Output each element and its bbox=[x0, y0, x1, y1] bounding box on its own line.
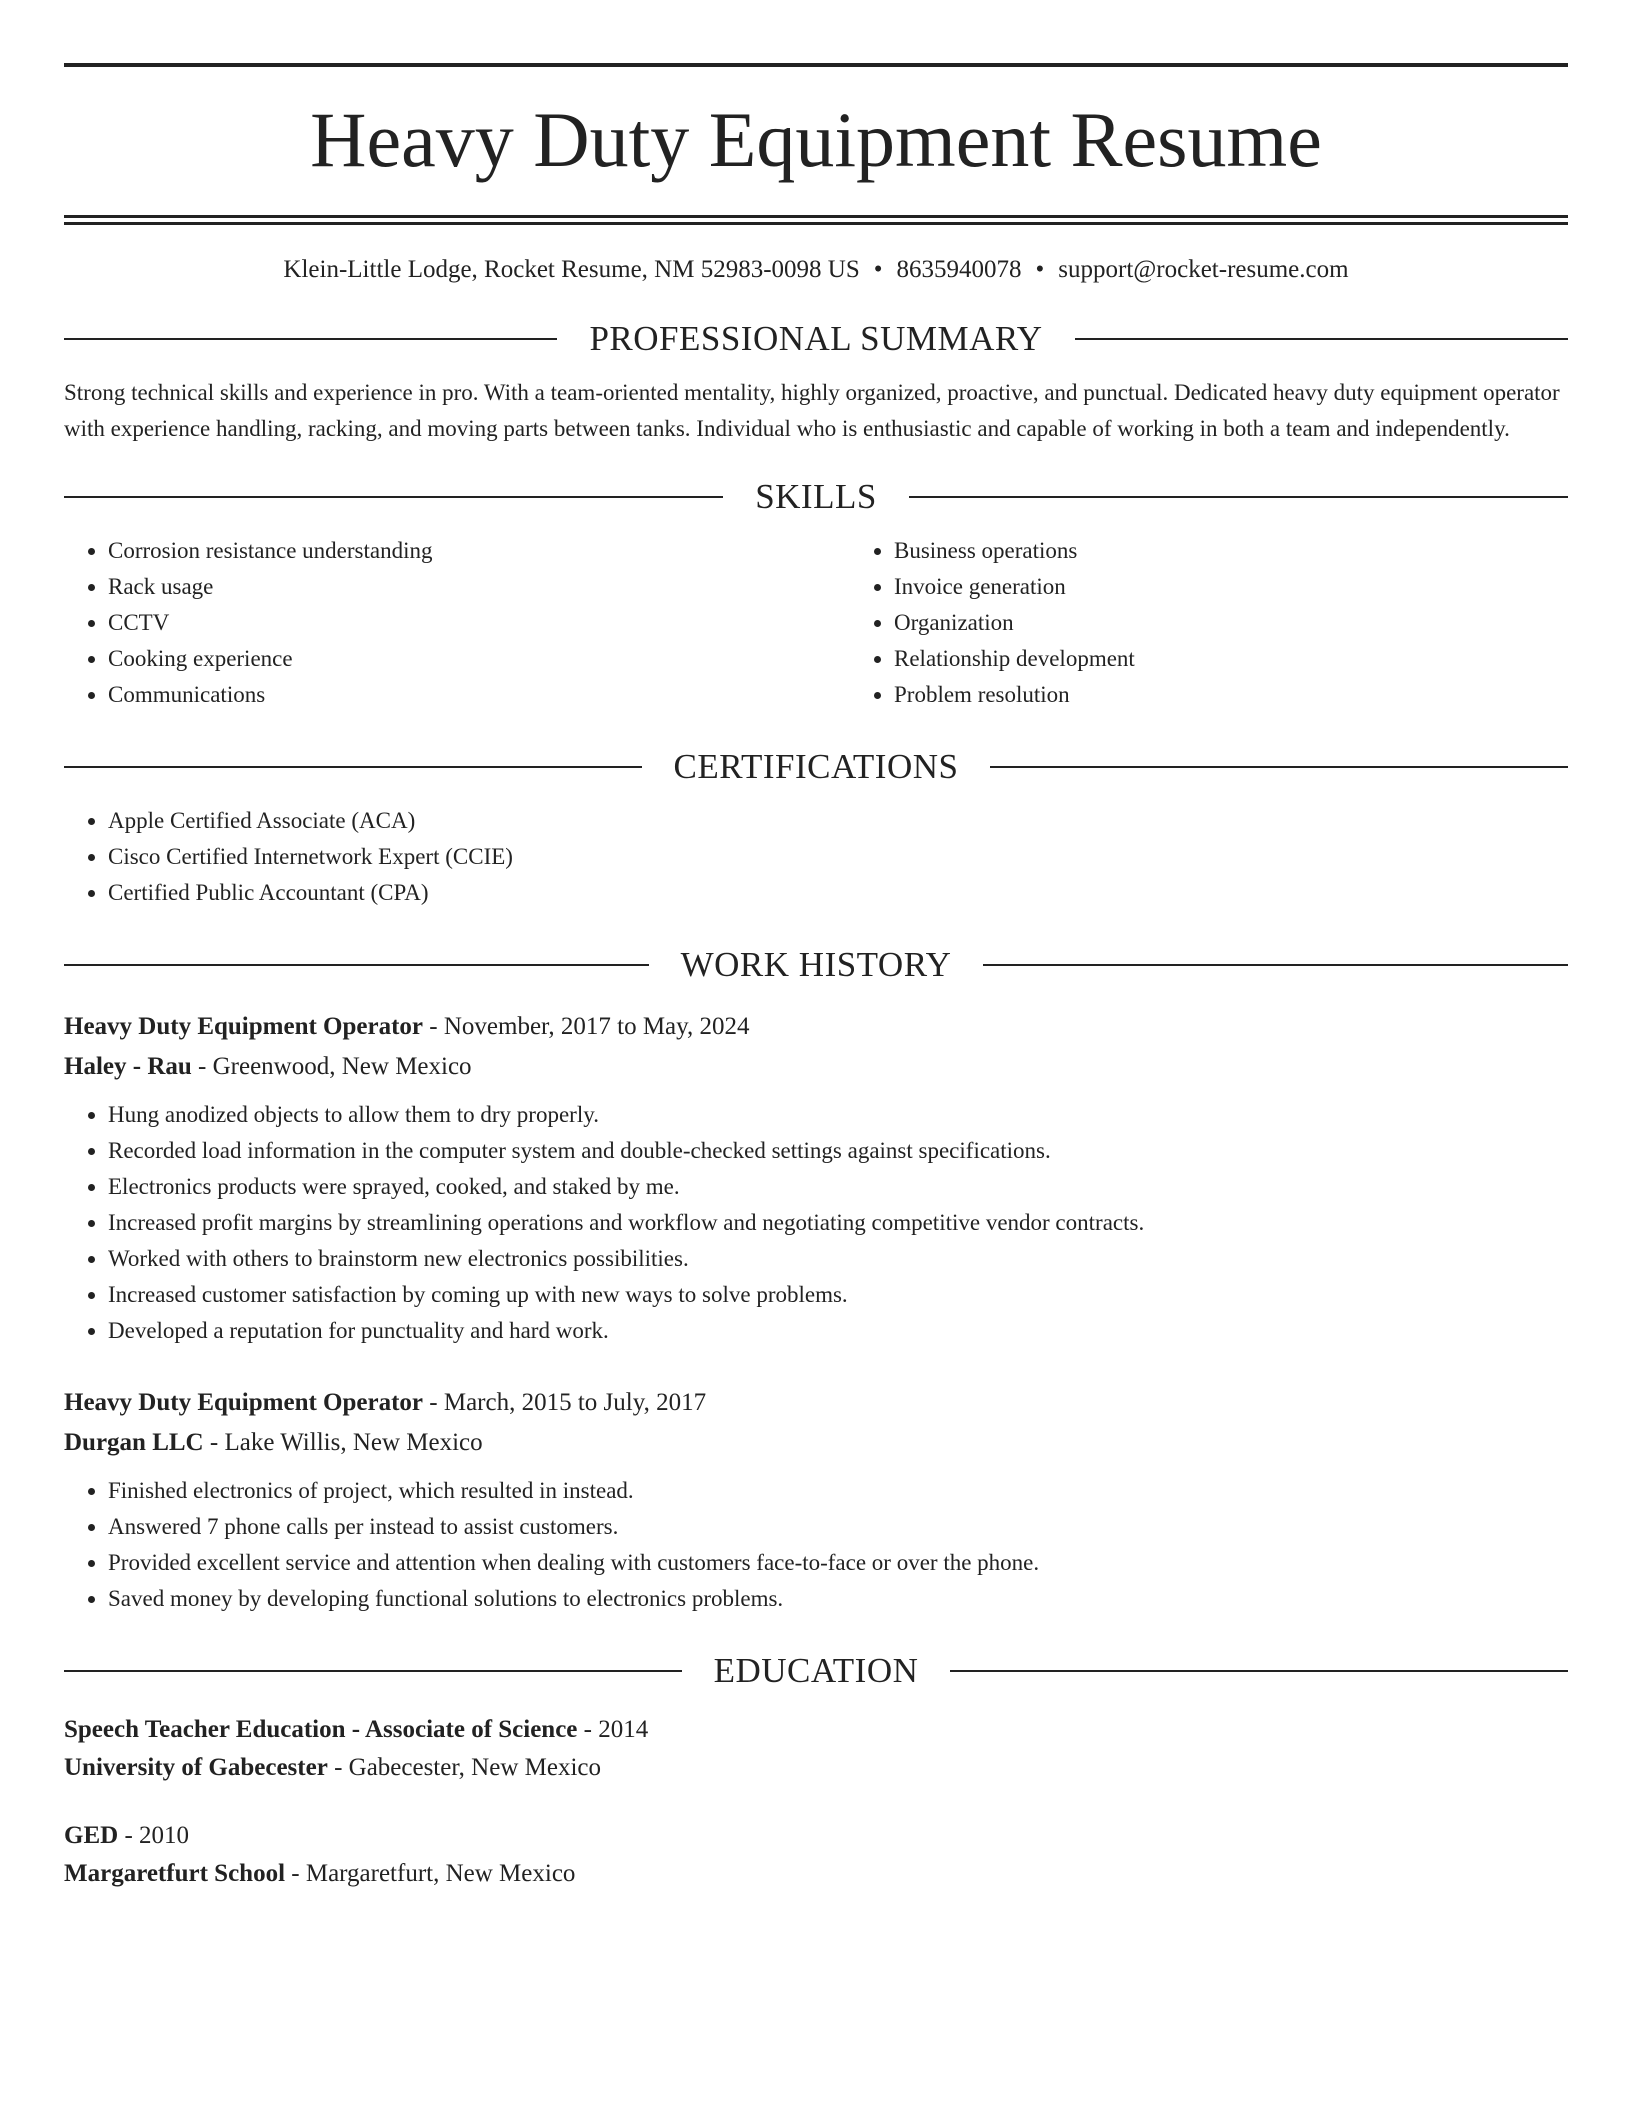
education-degree: GED bbox=[64, 1822, 119, 1849]
job-bullets bbox=[64, 1097, 1568, 1349]
list-item: • Saved money by developing functional solutions to electronics problems. bbox=[108, 1581, 1568, 1617]
job-entry bbox=[64, 1383, 1568, 1617]
job-title-line: Heavy Duty Equipment Operator - November, 2017 to May, 2024 bbox=[64, 1013, 750, 1040]
list-item: • Rack usage bbox=[108, 569, 850, 605]
job-dates: March, 2015 to July, 2017 bbox=[443, 1389, 707, 1416]
education-school: Margaretfurt School bbox=[64, 1860, 286, 1887]
list-item: • Worked with others to brainstorm new electronics possibilities. bbox=[108, 1241, 1568, 1277]
skills-column-right bbox=[850, 533, 1632, 713]
list-item: • Developed a reputation for punctuality and hard work. bbox=[108, 1313, 1568, 1349]
list-item: • Increased profit margins by streamlining operations and workflow and negotiating competitive vendor contracts. bbox=[108, 1205, 1568, 1241]
list-item: • Recorded load information in the computer system and double-checked settings against specifications. bbox=[108, 1133, 1568, 1169]
divider bbox=[64, 964, 649, 966]
skills-section-heading bbox=[64, 477, 1568, 517]
list-item: • Communications bbox=[108, 677, 850, 713]
list-item: • Organization bbox=[894, 605, 1632, 641]
contact-separator: • bbox=[1035, 256, 1045, 283]
divider bbox=[64, 338, 557, 340]
list-item: • Hung anodized objects to allow them to dry properly. bbox=[108, 1097, 1568, 1133]
list-item: • Business operations bbox=[894, 533, 1632, 569]
list-item: • Problem resolution bbox=[894, 677, 1632, 713]
top-rule bbox=[64, 63, 1568, 67]
section-title: PROFESSIONAL SUMMARY bbox=[589, 319, 1043, 358]
skills-column-left bbox=[64, 533, 850, 713]
job-title: Heavy Duty Equipment Operator bbox=[64, 1013, 424, 1040]
section-title: EDUCATION bbox=[713, 1651, 919, 1690]
contact-address: Klein-Little Lodge, Rocket Resume, NM 52983-0098 US bbox=[283, 256, 860, 283]
job-dates: November, 2017 to May, 2024 bbox=[443, 1013, 750, 1040]
section-title: SKILLS bbox=[755, 477, 877, 516]
education-degree-line: GED - 2010 bbox=[64, 1822, 190, 1849]
job-company: Haley - Rau bbox=[64, 1053, 192, 1080]
divider bbox=[990, 766, 1568, 768]
education-degree-line: Speech Teacher Education - Associate of Science - 2014 bbox=[64, 1716, 649, 1743]
education-school-line: Margaretfurt School - Margaretfurt, New Mexico bbox=[64, 1860, 576, 1887]
education-degree: Speech Teacher Education - Associate of Science bbox=[64, 1716, 578, 1743]
job-company-line: Haley - Rau - Greenwood, New Mexico bbox=[64, 1053, 472, 1080]
job-title-line: Heavy Duty Equipment Operator - March, 2015 to July, 2017 bbox=[64, 1389, 707, 1416]
skills-list bbox=[64, 517, 1568, 713]
list-item: • Electronics products were sprayed, cooked, and staked by me. bbox=[108, 1169, 1568, 1205]
list-item: • Finished electronics of project, which resulted in instead. bbox=[108, 1473, 1568, 1509]
job-bullets bbox=[64, 1473, 1568, 1617]
education-school-line: University of Gabecester - Gabecester, New Mexico bbox=[64, 1754, 601, 1781]
divider bbox=[64, 766, 642, 768]
list-item: • Answered 7 phone calls per instead to assist customers. bbox=[108, 1509, 1568, 1545]
list-item: • Increased customer satisfaction by coming up with new ways to solve problems. bbox=[108, 1277, 1568, 1313]
job-title: Heavy Duty Equipment Operator bbox=[64, 1389, 424, 1416]
title-double-rule bbox=[64, 215, 1568, 225]
education-location: Margaretfurt, New Mexico bbox=[305, 1860, 576, 1887]
divider bbox=[1075, 338, 1568, 340]
divider bbox=[983, 964, 1568, 966]
list-item: • Cisco Certified Internetwork Expert (CCIE) bbox=[108, 839, 1568, 875]
education-entry bbox=[64, 1817, 1568, 1893]
job-company-line: Durgan LLC - Lake Willis, New Mexico bbox=[64, 1429, 483, 1456]
divider bbox=[909, 496, 1568, 498]
list-item: • Cooking experience bbox=[108, 641, 850, 677]
resume-title: Heavy Duty Equipment Resume bbox=[310, 96, 1322, 183]
education-school: University of Gabecester bbox=[64, 1754, 328, 1781]
education-year: 2014 bbox=[598, 1716, 649, 1743]
list-item: • Corrosion resistance understanding bbox=[108, 533, 850, 569]
summary-section-heading bbox=[64, 319, 1568, 359]
list-item: • Relationship development bbox=[894, 641, 1632, 677]
list-item: • Apple Certified Associate (ACA) bbox=[108, 803, 1568, 839]
divider bbox=[64, 1670, 682, 1672]
job-location: Greenwood, New Mexico bbox=[212, 1053, 472, 1080]
contact-phone: 8635940078 bbox=[896, 256, 1022, 283]
section-title: WORK HISTORY bbox=[680, 945, 952, 984]
education-section-heading bbox=[64, 1651, 1568, 1691]
contact-separator: • bbox=[873, 256, 883, 283]
contact-email[interactable]: support@rocket-resume.com bbox=[1058, 256, 1349, 283]
divider bbox=[64, 496, 723, 498]
education-year: 2010 bbox=[139, 1822, 190, 1849]
job-entry bbox=[64, 1007, 1568, 1349]
divider bbox=[950, 1670, 1568, 1672]
list-item: • Certified Public Accountant (CPA) bbox=[108, 875, 1568, 911]
certifications-section-heading bbox=[64, 747, 1568, 787]
resume-page bbox=[64, 63, 1568, 1893]
job-company: Durgan LLC bbox=[64, 1429, 204, 1456]
education-location: Gabecester, New Mexico bbox=[348, 1754, 601, 1781]
summary-text: Strong technical skills and experience in pro. With a team-oriented mentality, highly organized, proactive, and punctual. Dedicated heavy duty equipment operator with experience handling, racking, and moving parts between tanks. Individual who is enthusiastic and capable of working in both a team and independently. bbox=[64, 380, 1560, 441]
list-item: • Invoice generation bbox=[894, 569, 1632, 605]
list-item: • CCTV bbox=[108, 605, 850, 641]
work-history-section-heading bbox=[64, 945, 1568, 985]
list-item: • Provided excellent service and attention when dealing with customers face-to-face or over the phone. bbox=[108, 1545, 1568, 1581]
contact-line bbox=[64, 255, 1568, 285]
certifications-list bbox=[64, 803, 1568, 911]
section-title: CERTIFICATIONS bbox=[673, 747, 959, 786]
job-location: Lake Willis, New Mexico bbox=[224, 1429, 483, 1456]
education-entry bbox=[64, 1711, 1568, 1787]
